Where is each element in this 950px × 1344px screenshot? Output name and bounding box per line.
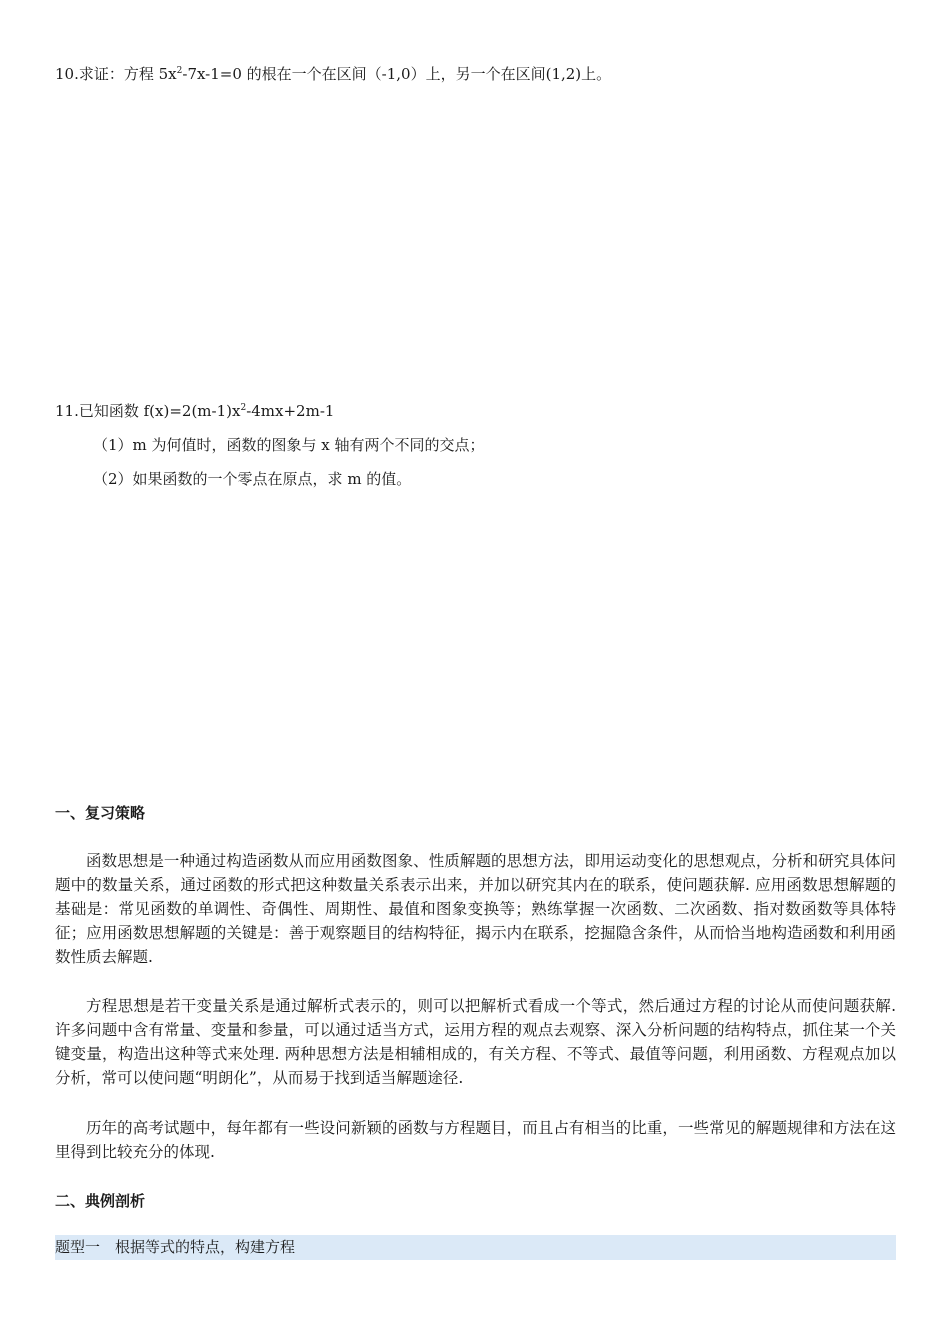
paragraph-function-thought: 函数思想是一种通过构造函数从而应用函数图象、性质解题的思想方法，即用运动变化的思想观点，分析和研究具体问题中的数量关系，通过函数的形式把这种数量关系表示出来，并加以研究其内在的联系，使问题获解. 应用函数思想解题的基础是：常见函数的单调性、奇偶性、周期性、最值和图象变换等；熟练掌握一次函数、二次函数、指对数函数等具体特征；应用函数思想解题的关键是：善于观察题目的结构特征，揭示内在联系，挖掘隐含条件，从而恰当地构造函数和利用函数性质去解题. bbox=[55, 852, 896, 966]
paragraph-equation-thought: 方程思想是若干变量关系是通过解析式表示的，则可以把解析式看成一个等式，然后通过方程的讨论从而使问题获解. 许多问题中含有常量、变量和参量，可以通过适当方式，运用方程的观点去观察、深入分析问题的结构特点，抓住某一个关键变量，构造出这种等式来处理. 两种思想方法是相辅相成的，有关方程、不等式、最值等问题，利用函数、方程观点加以分析，常可以使问题“明朗化”，从而易于找到适当解题途径. bbox=[55, 997, 896, 1087]
q11-part-1: （1）m 为何值时，函数的图象与 x 轴有两个不同的交点； bbox=[93, 436, 485, 454]
q10-prefix: 10.求证：方程 5x bbox=[55, 65, 177, 83]
q10-suffix: -7x-1=0 的根在一个在区间（-1,0）上，另一个在区间(1,2)上。 bbox=[182, 65, 612, 83]
q11-part-2: （2）如果函数的一个零点在原点，求 m 的值。 bbox=[93, 470, 412, 488]
question-11 bbox=[55, 401, 334, 421]
banner-text: 题型一 根据等式的特点，构建方程 bbox=[55, 1238, 296, 1256]
q11-exponent: 2 bbox=[240, 403, 247, 413]
q11-prefix: 11.已知函数 f(x)=2(m-1)x bbox=[55, 402, 241, 420]
question-type-banner bbox=[55, 1235, 896, 1260]
section-1-title: 一、复习策略 bbox=[55, 804, 146, 822]
section-2-title: 二、典例剖析 bbox=[55, 1192, 146, 1210]
q11-suffix: -4mx+2m-1 bbox=[246, 402, 335, 420]
paragraph-exam-review: 历年的高考试题中，每年都有一些设问新颖的函数与方程题目，而且占有相当的比重，一些常见的解题规律和方法在这里得到比较充分的体现. bbox=[55, 1119, 896, 1161]
q10-exponent: 2 bbox=[176, 66, 183, 76]
question-10 bbox=[55, 64, 611, 84]
